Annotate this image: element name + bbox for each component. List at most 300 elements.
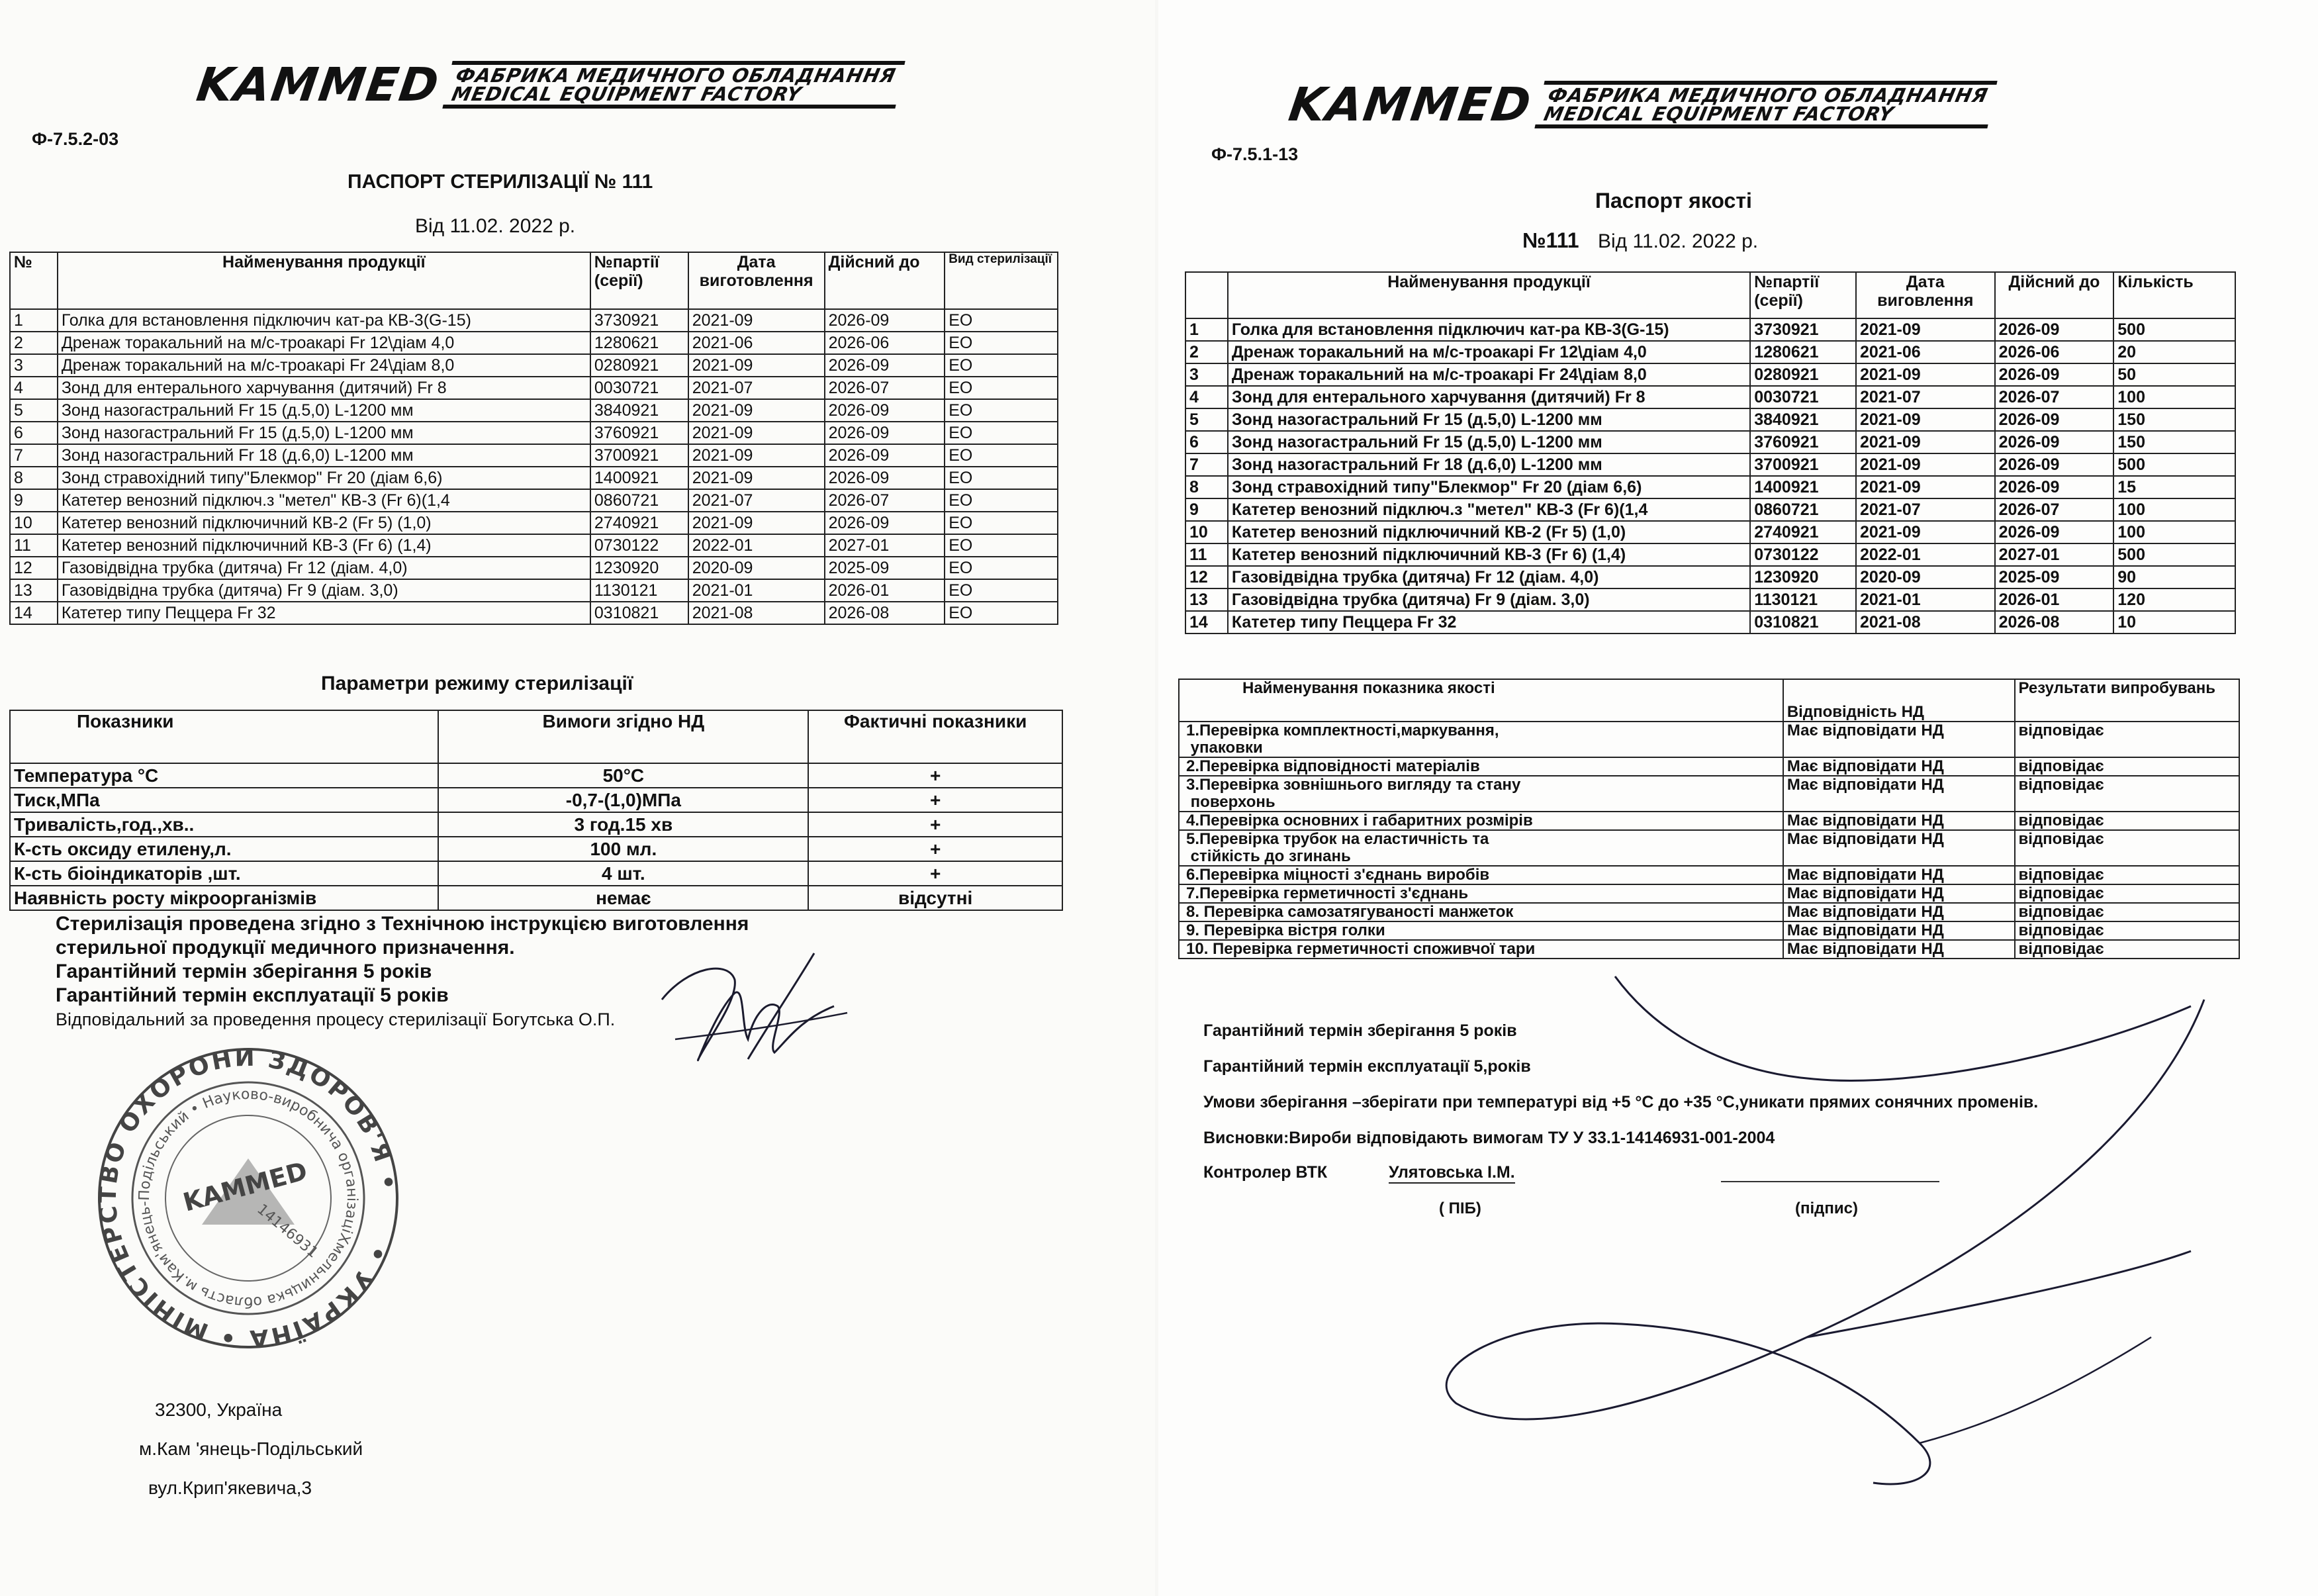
manufacture-date: 2021-06	[1856, 341, 1995, 363]
quality-header-results: Результати випробувань	[2015, 679, 2239, 722]
pib-label: ( ПІБ)	[1439, 1199, 1481, 1217]
manufacture-date: 2021-07	[1856, 386, 1995, 408]
form-code: Ф-7.5.1-13	[1211, 144, 1299, 164]
quality-compliance: Має відповідати НД	[1783, 722, 2015, 757]
sterilization-type: ЕО	[945, 354, 1058, 377]
table-row	[10, 788, 1062, 812]
expiry-date: 2026-07	[1995, 386, 2114, 408]
quality-result: відповідає	[2015, 812, 2239, 830]
sterilization-type: ЕО	[945, 444, 1058, 467]
col-header-no	[1185, 272, 1228, 318]
document-date: Від 11.02. 2022 р.	[415, 215, 576, 237]
row-number: 3	[1185, 363, 1228, 386]
logo-banner-en: MEDICAL EQUIPMENT FACTORY	[449, 83, 804, 105]
sterilization-type: ЕО	[945, 557, 1058, 579]
expiry-date: 2026-09	[825, 422, 945, 444]
manufacture-date: 2021-07	[688, 489, 825, 512]
product-name: Катетер венозний підключичний КВ-2 (Fr 5) (1,0)	[58, 512, 590, 534]
col-header-made: Дата виготовлення	[688, 252, 825, 309]
product-name: Катетер венозний підключичний КВ-3 (Fr 6) (1,4)	[1228, 543, 1750, 566]
product-name: Зонд назогастральний Fr 18 (д.6,0) L-1200 мм	[1228, 453, 1750, 476]
table-row	[10, 422, 1058, 444]
product-name: Газовідвідна трубка (дитяча) Fr 9 (діам. 3,0)	[58, 579, 590, 602]
param-requirement: 50°С	[438, 763, 808, 788]
param-actual: +	[808, 861, 1062, 886]
product-name: Газовідвідна трубка (дитяча) Fr 12 (діам. 4,0)	[58, 557, 590, 579]
manufacture-date: 2021-09	[1856, 431, 1995, 453]
sterilization-type: ЕО	[945, 377, 1058, 399]
logo-wordmark: KAMMED	[1285, 77, 1536, 132]
row-number: 14	[1185, 611, 1228, 634]
quality-result: відповідає	[2015, 921, 2239, 940]
row-number: 3	[10, 354, 58, 377]
quality-result: відповідає	[2015, 757, 2239, 776]
table-row	[1179, 812, 2239, 830]
table-row	[10, 399, 1058, 422]
sterilization-type: ЕО	[945, 534, 1058, 557]
quantity: 90	[2113, 566, 2235, 588]
expiry-date: 2025-09	[825, 557, 945, 579]
quality-indicator: 6.Перевірка міцності з'єднань виробів	[1179, 866, 1783, 884]
table-row	[1179, 776, 2239, 812]
product-name: Голка для встановлення підключич кат-ра КВ-3(G-15)	[1228, 318, 1750, 341]
param-indicator: Тиск,МПа	[10, 788, 438, 812]
batch-number: 1230920	[1750, 566, 1856, 588]
quality-compliance: Має відповідати НД	[1783, 757, 2015, 776]
table-row	[1179, 884, 2239, 903]
sign-label: (підпис)	[1795, 1199, 1858, 1217]
batch-number: 0280921	[590, 354, 688, 377]
warranty-operation: Гарантійний термін експлуатації 5,років	[1203, 1057, 1531, 1076]
expiry-date: 2026-09	[825, 309, 945, 332]
product-name: Зонд назогастральний Fr 15 (д.5,0) L-1200 мм	[1228, 408, 1750, 431]
quantity: 500	[2113, 318, 2235, 341]
param-indicator: Наявність росту мікроорганізмів	[10, 886, 438, 910]
sterilization-type: ЕО	[945, 602, 1058, 624]
row-number: 8	[10, 467, 58, 489]
expiry-date: 2026-06	[825, 332, 945, 354]
col-header-quantity: Кількість	[2113, 272, 2235, 318]
batch-number: 1400921	[1750, 476, 1856, 498]
expiry-date: 2026-09	[825, 512, 945, 534]
batch-number: 0310821	[1750, 611, 1856, 634]
quality-result: відповідає	[2015, 830, 2239, 866]
row-number: 4	[1185, 386, 1228, 408]
param-actual: +	[808, 763, 1062, 788]
expiry-date: 2026-09	[1995, 453, 2114, 476]
expiry-date: 2026-07	[1995, 498, 2114, 521]
manufacture-date: 2021-07	[1856, 498, 1995, 521]
table-row	[10, 512, 1058, 534]
table-row	[10, 579, 1058, 602]
batch-number: 0280921	[1750, 363, 1856, 386]
param-indicator: Тривалість,год.,хв..	[10, 812, 438, 837]
expiry-date: 2026-09	[825, 399, 945, 422]
manufacture-date: 2021-09	[1856, 318, 1995, 341]
quantity: 100	[2113, 386, 2235, 408]
param-indicator: К-сть біоіндикаторів ,шт.	[10, 861, 438, 886]
storage-conditions: Умови зберігання –зберігати при температурі від +5 °С до +35 °С,уникати прямих сонячних променів.	[1203, 1093, 2039, 1111]
quantity: 15	[2113, 476, 2235, 498]
note-line: Гарантійний термін зберігання 5 років	[56, 961, 432, 982]
quality-compliance: Має відповідати НД	[1783, 812, 2015, 830]
table-row	[10, 377, 1058, 399]
expiry-date: 2026-01	[825, 579, 945, 602]
manufacture-date: 2021-08	[1856, 611, 1995, 634]
quality-result: відповідає	[2015, 940, 2239, 959]
batch-number: 3700921	[590, 444, 688, 467]
manufacture-date: 2021-01	[1856, 588, 1995, 611]
product-name: Катетер типу Пеццера Fr 32	[1228, 611, 1750, 634]
product-name: Зонд назогастральний Fr 15 (д.5,0) L-1200 мм	[1228, 431, 1750, 453]
expiry-date: 2026-08	[1995, 611, 2114, 634]
table-row	[1185, 611, 2235, 634]
manufacture-date: 2022-01	[1856, 543, 1995, 566]
sterilization-type: ЕО	[945, 579, 1058, 602]
row-number: 6	[10, 422, 58, 444]
batch-number: 1280621	[590, 332, 688, 354]
document-number-date	[1522, 228, 1758, 253]
param-requirement: 100 мл.	[438, 837, 808, 861]
quantity: 150	[2113, 408, 2235, 431]
batch-number: 0860721	[590, 489, 688, 512]
quality-indicator: 5.Перевірка трубок на еластичність та стійкість до згинань	[1179, 830, 1783, 866]
param-actual: +	[808, 837, 1062, 861]
table-row	[1185, 498, 2235, 521]
col-header-batch: №партії (серії)	[590, 252, 688, 309]
table-row	[1185, 408, 2235, 431]
manufacture-date: 2022-01	[688, 534, 825, 557]
quality-indicator: 7.Перевірка герметичності з'єднань	[1179, 884, 1783, 903]
table-row	[10, 557, 1058, 579]
quantity: 120	[2113, 588, 2235, 611]
table-row	[1179, 757, 2239, 776]
manufacture-date: 2021-08	[688, 602, 825, 624]
col-header-sterilization: Вид стерилізації	[945, 252, 1058, 309]
conclusion: Висновки:Вироби відповідають вимогам ТУ У 33.1-14146931-001-2004	[1203, 1129, 1775, 1147]
col-header-valid: Дійсний до	[825, 252, 945, 309]
table-row	[1185, 476, 2235, 498]
col-header-name: Найменування продукції	[58, 252, 590, 309]
document-date: Від 11.02. 2022 р.	[1597, 230, 1759, 252]
manufacture-date: 2021-09	[1856, 453, 1995, 476]
expiry-date: 2026-09	[825, 354, 945, 377]
batch-number: 3730921	[1750, 318, 1856, 341]
quality-result: відповідає	[2015, 722, 2239, 757]
products-table	[1185, 271, 2236, 634]
product-name: Дренаж торакальний на м/с-троакарі Fr 24\діам 8,0	[58, 354, 590, 377]
quality-compliance: Має відповідати НД	[1783, 940, 2015, 959]
document-title: Паспорт якості	[1595, 189, 1752, 212]
table-row	[1185, 588, 2235, 611]
table-row	[1179, 921, 2239, 940]
param-actual: +	[808, 788, 1062, 812]
row-number: 11	[10, 534, 58, 557]
batch-number: 2740921	[1750, 521, 1856, 543]
params-title: Параметри режиму стерилізації	[321, 673, 633, 694]
quality-result: відповідає	[2015, 903, 2239, 921]
params-header-indicators: Показники	[10, 710, 438, 763]
table-row	[1179, 903, 2239, 921]
expiry-date: 2027-01	[1995, 543, 2114, 566]
expiry-date: 2026-09	[1995, 318, 2114, 341]
quantity: 50	[2113, 363, 2235, 386]
warranty-storage: Гарантійний термін зберігання 5 років	[1203, 1021, 1517, 1040]
row-number: 4	[10, 377, 58, 399]
table-row	[10, 534, 1058, 557]
row-number: 13	[1185, 588, 1228, 611]
batch-number: 3730921	[590, 309, 688, 332]
table-row	[1185, 318, 2235, 341]
batch-number: 1400921	[590, 467, 688, 489]
row-number: 14	[10, 602, 58, 624]
product-name: Катетер венозний підключ.з "метел" КВ-3 (Fr 6)(1,4	[58, 489, 590, 512]
manufacture-date: 2021-09	[1856, 521, 1995, 543]
manufacture-date: 2020-09	[688, 557, 825, 579]
product-name: Газовідвідна трубка (дитяча) Fr 9 (діам. 3,0)	[1228, 588, 1750, 611]
logo-banner	[442, 61, 905, 109]
product-name: Зонд стравохідний типу"Блекмор" Fr 20 (діам 6,6)	[1228, 476, 1750, 498]
manufacture-date: 2021-09	[1856, 363, 1995, 386]
manufacture-date: 2021-06	[688, 332, 825, 354]
quality-indicator: 4.Перевірка основних і габаритних розмірів	[1179, 812, 1783, 830]
product-name: Катетер венозний підключичний КВ-3 (Fr 6) (1,4)	[58, 534, 590, 557]
params-header-requirements: Вимоги згідно НД	[438, 710, 808, 763]
quantity: 20	[2113, 341, 2235, 363]
manufacture-date: 2021-09	[1856, 408, 1995, 431]
col-header-batch: №партії (серії)	[1750, 272, 1856, 318]
sterilization-type: ЕО	[945, 422, 1058, 444]
batch-number: 3760921	[590, 422, 688, 444]
product-name: Зонд назогастральний Fr 15 (д.5,0) L-1200 мм	[58, 422, 590, 444]
sterilization-params-table	[9, 710, 1063, 911]
batch-number: 1130121	[590, 579, 688, 602]
table-row	[10, 886, 1062, 910]
row-number: 12	[1185, 566, 1228, 588]
table-row	[1185, 543, 2235, 566]
row-number: 9	[10, 489, 58, 512]
stamp-code: 14146931	[254, 1201, 322, 1262]
expiry-date: 2026-07	[825, 377, 945, 399]
batch-number: 0860721	[1750, 498, 1856, 521]
expiry-date: 2026-01	[1995, 588, 2114, 611]
table-row	[1185, 453, 2235, 476]
batch-number: 3760921	[1750, 431, 1856, 453]
row-number: 10	[1185, 521, 1228, 543]
param-requirement: 3 год.15 хв	[438, 812, 808, 837]
manufacture-date: 2021-09	[688, 422, 825, 444]
param-actual: +	[808, 812, 1062, 837]
controller-label: Контролер ВТК	[1203, 1163, 1328, 1182]
batch-number: 1130121	[1750, 588, 1856, 611]
expiry-date: 2026-09	[1995, 476, 2114, 498]
product-name: Дренаж торакальний на м/с-троакарі Fr 12\діам 4,0	[1228, 341, 1750, 363]
batch-number: 0730122	[1750, 543, 1856, 566]
batch-number: 3700921	[1750, 453, 1856, 476]
stamp-inner-text: Хмельницька область м.Кам'янець-Подільський • Науково-виробнича організація	[136, 1086, 361, 1311]
sterilization-type: ЕО	[945, 399, 1058, 422]
quantity: 500	[2113, 453, 2235, 476]
quantity: 500	[2113, 543, 2235, 566]
param-actual: відсутні	[808, 886, 1062, 910]
logo-banner-ua: ФАБРИКА МЕДИЧНОГО ОБЛАДНАННЯ	[453, 64, 898, 87]
row-number: 7	[1185, 453, 1228, 476]
batch-number: 0730122	[590, 534, 688, 557]
quality-compliance: Має відповідати НД	[1783, 921, 2015, 940]
note-line: Стерилізація проведена згідно з Технічною інструкцією виготовлення	[56, 913, 749, 935]
expiry-date: 2026-08	[825, 602, 945, 624]
expiry-date: 2026-09	[825, 467, 945, 489]
param-indicator: Температура °С	[10, 763, 438, 788]
col-header-no: №	[10, 252, 58, 309]
quantity: 150	[2113, 431, 2235, 453]
table-row	[10, 489, 1058, 512]
sterilization-type: ЕО	[945, 332, 1058, 354]
quantity: 100	[2113, 498, 2235, 521]
quality-indicators-table	[1178, 679, 2240, 959]
table-row	[1185, 386, 2235, 408]
product-name: Катетер венозний підключичний КВ-2 (Fr 5) (1,0)	[1228, 521, 1750, 543]
batch-number: 1280621	[1750, 341, 1856, 363]
note-line: стерильної продукції медичного призначення.	[56, 937, 515, 959]
kammed-logo	[193, 58, 900, 112]
address-line: 32300, Україна	[155, 1399, 283, 1420]
row-number: 8	[1185, 476, 1228, 498]
quality-compliance: Має відповідати НД	[1783, 884, 2015, 903]
expiry-date: 2026-09	[825, 444, 945, 467]
param-indicator: К-сть оксиду етилену,л.	[10, 837, 438, 861]
row-number: 2	[1185, 341, 1228, 363]
table-row	[1179, 830, 2239, 866]
table-row	[1179, 866, 2239, 884]
sterilization-type: ЕО	[945, 512, 1058, 534]
table-row	[10, 309, 1058, 332]
table-row	[10, 812, 1062, 837]
product-name: Зонд стравохідний типу"Блекмор" Fr 20 (діам 6,6)	[58, 467, 590, 489]
note-line: Гарантійний термін експлуатації 5 років	[56, 984, 449, 1006]
document-title: ПАСПОРТ СТЕРИЛІЗАЦІЇ № 111	[348, 171, 653, 193]
param-requirement: 4 шт.	[438, 861, 808, 886]
quality-indicator: 3.Перевірка зовнішнього вигляду та стану поверхонь	[1179, 776, 1783, 812]
manufacture-date: 2021-09	[688, 512, 825, 534]
row-number: 9	[1185, 498, 1228, 521]
manufacture-date: 2021-09	[688, 444, 825, 467]
quality-compliance: Має відповідати НД	[1783, 903, 2015, 921]
batch-number: 0030721	[590, 377, 688, 399]
col-header-name: Найменування продукції	[1228, 272, 1750, 318]
table-row	[10, 467, 1058, 489]
quality-indicator: 1.Перевірка комплектності,маркування, упаковки	[1179, 722, 1783, 757]
table-row	[1185, 341, 2235, 363]
responsible-person: Відповідальний за проведення процесу стерилізації Богутська О.П.	[56, 1009, 616, 1029]
quality-result: відповідає	[2015, 884, 2239, 903]
table-row	[10, 763, 1062, 788]
manufacture-date: 2021-09	[1856, 476, 1995, 498]
product-name: Зонд для ентерального харчування (дитячий) Fr 8	[1228, 386, 1750, 408]
quantity: 100	[2113, 521, 2235, 543]
table-row	[1185, 566, 2235, 588]
manufacture-date: 2021-09	[688, 354, 825, 377]
expiry-date: 2026-07	[825, 489, 945, 512]
sterilization-type: ЕО	[945, 309, 1058, 332]
product-name: Газовідвідна трубка (дитяча) Fr 12 (діам. 4,0)	[1228, 566, 1750, 588]
col-header-made: Дата виговлення	[1856, 272, 1995, 318]
quality-compliance: Має відповідати НД	[1783, 776, 2015, 812]
param-requirement: -0,7-(1,0)МПа	[438, 788, 808, 812]
product-name: Голка для встановлення підключич кат-ра КВ-3(G-15)	[58, 309, 590, 332]
expiry-date: 2026-09	[1995, 521, 2114, 543]
manufacture-date: 2021-09	[688, 399, 825, 422]
expiry-date: 2026-09	[1995, 408, 2114, 431]
signature-right	[1158, 940, 2318, 1569]
controller-name: Улятовська І.М.	[1389, 1163, 1515, 1184]
form-code: Ф-7.5.2-03	[32, 129, 119, 149]
logo-wordmark: KAMMED	[193, 58, 443, 112]
row-number: 7	[10, 444, 58, 467]
table-row	[10, 332, 1058, 354]
expiry-date: 2026-09	[1995, 431, 2114, 453]
quality-result: відповідає	[2015, 776, 2239, 812]
address-line: вул.Крип'якевича,3	[148, 1478, 312, 1498]
quality-indicator: 10. Перевірка герметичності споживчої тари	[1179, 940, 1783, 959]
row-number: 12	[10, 557, 58, 579]
row-number: 2	[10, 332, 58, 354]
table-row	[10, 354, 1058, 377]
col-header-valid: Дійсний до	[1995, 272, 2114, 318]
kammed-logo	[1285, 77, 1992, 132]
manufacture-date: 2021-07	[688, 377, 825, 399]
row-number: 1	[1185, 318, 1228, 341]
manufacture-date: 2021-09	[688, 467, 825, 489]
row-number: 13	[10, 579, 58, 602]
table-row	[10, 861, 1062, 886]
quality-header-compliance: Відповідність НД	[1783, 679, 2015, 722]
table-row	[1185, 521, 2235, 543]
product-name: Катетер венозний підключ.з "метел" КВ-3 (Fr 6)(1,4	[1228, 498, 1750, 521]
products-table	[9, 252, 1058, 625]
sterilization-type: ЕО	[945, 489, 1058, 512]
product-name: Зонд для ентерального харчування (дитячий) Fr 8	[58, 377, 590, 399]
signature-left	[635, 927, 854, 1099]
table-row	[10, 837, 1062, 861]
expiry-date: 2026-06	[1995, 341, 2114, 363]
quality-header-indicator: Найменування показника якості	[1179, 679, 1783, 722]
expiry-date: 2027-01	[825, 534, 945, 557]
table-row	[1179, 722, 2239, 757]
params-header-actual: Фактичні показники	[808, 710, 1062, 763]
quality-compliance: Має відповідати НД	[1783, 866, 2015, 884]
row-number: 5	[1185, 408, 1228, 431]
quality-indicator: 2.Перевірка відповідності матеріалів	[1179, 757, 1783, 776]
factory-address	[139, 1390, 363, 1507]
sterilization-passport-sheet	[0, 0, 1155, 1596]
batch-number: 0030721	[1750, 386, 1856, 408]
official-stamp	[93, 1043, 404, 1354]
batch-number: 1230920	[590, 557, 688, 579]
sterilization-type: ЕО	[945, 467, 1058, 489]
expiry-date: 2026-09	[1995, 363, 2114, 386]
table-row	[1185, 431, 2235, 453]
expiry-date: 2025-09	[1995, 566, 2114, 588]
logo-banner-en: MEDICAL EQUIPMENT FACTORY	[1542, 103, 1896, 125]
row-number: 1	[10, 309, 58, 332]
table-row	[1185, 363, 2235, 386]
stamp-outer-text: • УКРАЇНА • МІНІСТЕРСТВО ОХОРОНИ ЗДОРОВ'Я •	[94, 1044, 402, 1352]
row-number: 5	[10, 399, 58, 422]
batch-number: 3840921	[590, 399, 688, 422]
table-row	[10, 444, 1058, 467]
row-number: 11	[1185, 543, 1228, 566]
